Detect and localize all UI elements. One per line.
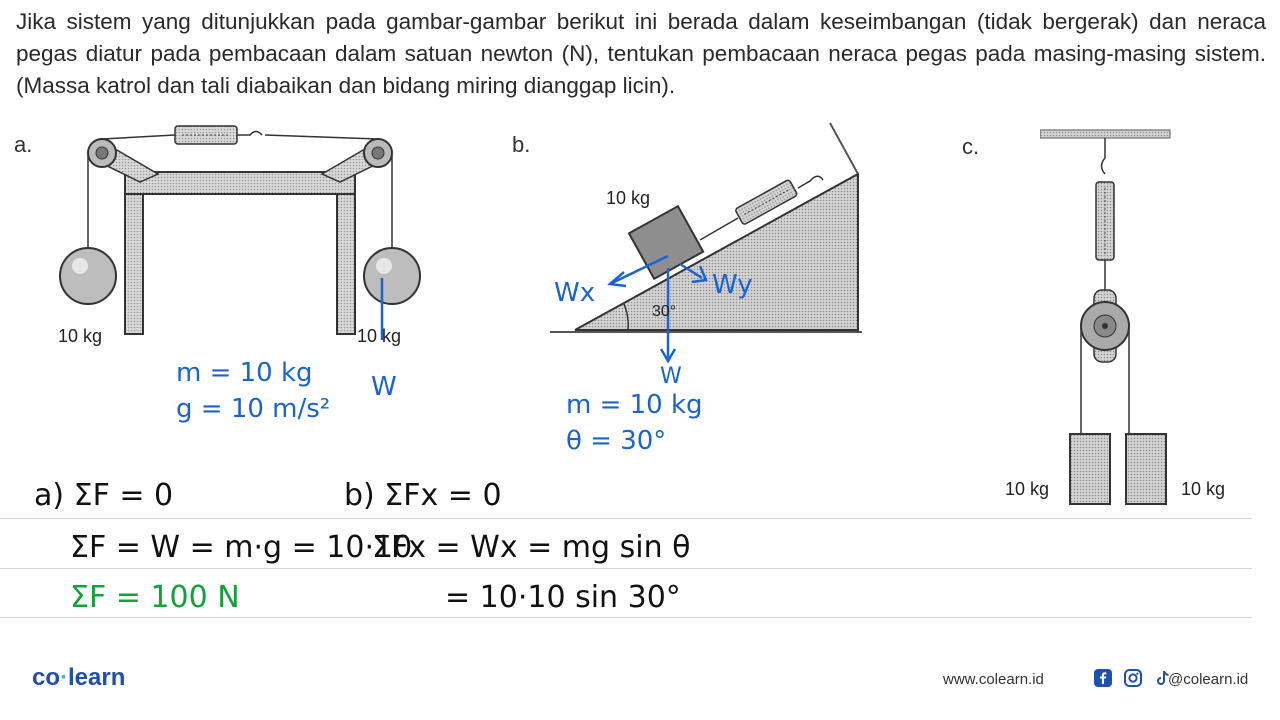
brand-logo[interactable]: [32, 664, 125, 692]
figure-b-mass: 10 kg: [606, 188, 651, 208]
website-link[interactable]: www.colearn.id: [943, 671, 1044, 688]
annotation-a-m: m = 10 kg: [176, 358, 313, 388]
annotation-b-wx: Wx: [554, 278, 596, 308]
solution-a-line3: ΣF = 100 N: [70, 580, 240, 615]
footer: [0, 660, 1280, 700]
figure-c-label: c.: [962, 134, 980, 159]
rule-1: [0, 518, 1252, 519]
table-top: [125, 172, 355, 194]
brand-dot: ·: [60, 664, 69, 691]
mass-block-left: [1070, 434, 1110, 504]
social-handle[interactable]: @colearn.id: [1168, 671, 1249, 688]
mass-ball-right: [364, 248, 420, 304]
facebook-icon[interactable]: [1093, 668, 1113, 688]
solution-a-line1: a) ΣF = 0: [34, 478, 174, 513]
figure-b-label: b.: [512, 132, 531, 157]
annotation-b-m: m = 10 kg: [566, 390, 703, 420]
table-leg-left: [125, 194, 143, 334]
mass-ball-left: [60, 248, 116, 304]
ceiling: [1040, 130, 1170, 138]
solution-b-line2: ΣFx = Wx = mg sin θ: [372, 530, 691, 565]
annotation-a-w: W: [371, 372, 397, 402]
figure-c-mass-left: 10 kg: [1005, 479, 1050, 499]
mass-block-right: [1126, 434, 1166, 504]
figure-c-diagram: [1040, 122, 1210, 512]
instagram-icon[interactable]: [1123, 668, 1143, 688]
annotation-b-theta: θ = 30°: [566, 426, 667, 456]
brand-logo-left: co: [32, 664, 61, 691]
solution-b-line3: = 10·10 sin 30°: [445, 580, 681, 615]
figure-a-mass-right: 10 kg: [357, 326, 402, 346]
figure-c-mass-right: 10 kg: [1181, 479, 1226, 499]
figure-b-angle: 30°: [652, 303, 677, 320]
solution-b-line1: b) ΣFx = 0: [344, 478, 502, 513]
table-leg-right: [337, 194, 355, 334]
rule-2: [0, 568, 1252, 569]
brand-logo-right: learn: [68, 664, 126, 691]
figure-a-label: a.: [14, 132, 33, 157]
solution-a-line2: ΣF = W = m·g = 10·10: [70, 530, 413, 565]
figure-a-mass-left: 10 kg: [58, 326, 103, 346]
social-icons: [1093, 668, 1173, 688]
annotation-a-g: g = 10 m/s²: [176, 394, 331, 424]
rule-3: [0, 617, 1252, 618]
problem-statement: Jika sistem yang ditunjukkan pada gambar-gambar berikut ini berada dalam keseimbangan (tidak bergerak) dan neraca pegas diatur pada pembacaan dalam satuan newton (N), tentukan pembacaan neraca pegas pada masing-masing sistem. (Massa katrol dan tali diabaikan dan bidang miring dianggap licin).: [16, 9, 1266, 98]
figure-b-diagram: [540, 118, 880, 378]
annotation-b-wy: Wy: [712, 270, 753, 300]
annotation-b-w: W: [660, 364, 682, 389]
figure-a-diagram: [40, 110, 440, 340]
